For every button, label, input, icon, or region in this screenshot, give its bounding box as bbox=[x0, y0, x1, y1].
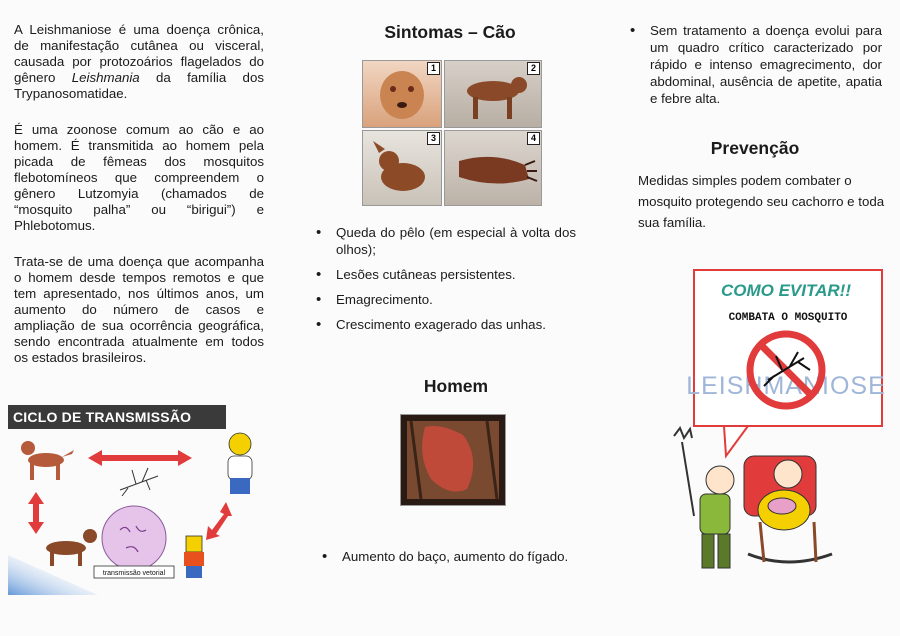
man-icon bbox=[228, 433, 252, 494]
list-item: • Emagrecimento. bbox=[314, 291, 576, 308]
middle-panel bbox=[300, 0, 600, 636]
prevention-illustration bbox=[664, 266, 892, 586]
dog-photo-4 bbox=[444, 130, 542, 206]
sign-watermark-word: LEISHMANIOSE bbox=[686, 372, 886, 400]
arrow-dog-dog-icon bbox=[28, 492, 44, 534]
transmission-cycle-diagram bbox=[8, 430, 270, 595]
left-panel bbox=[0, 0, 280, 636]
photo-number: 1 bbox=[427, 62, 440, 75]
prevention-paragraph: Medidas simples podem combater o mosquito protegendo seu cachorro e toda sua família. bbox=[638, 173, 885, 230]
cycle-banner: CICLO DE TRANSMISSÃO bbox=[8, 405, 226, 429]
sign-subtitle: COMBATA O MOSQUITO bbox=[728, 312, 848, 324]
dog-icon bbox=[46, 529, 97, 566]
dog-photo-1 bbox=[362, 60, 442, 128]
right-panel bbox=[620, 0, 900, 636]
cycle-label: transmissão vetorial bbox=[102, 570, 166, 577]
list-item: • Queda do pêlo (em especial à volta dos olhos); bbox=[314, 224, 576, 258]
history-paragraph: Trata-se de uma doença que acompanha o homem desde tempos remotos e que tem apresentado, nos últimos anos, um aumento do número de casos e ampliação de sua ocorrência geográfica, sendo encontrada atualmente em todos os estados brasileiros. bbox=[14, 254, 264, 365]
dog-photo-2 bbox=[444, 60, 542, 128]
list-item: • Sem tratamento a doença evolui para um quadro crítico caracterizado por rápido e intenso emagrecimento, dor abdominal, ausência de apetite, apatia e febre alta. bbox=[628, 22, 882, 107]
enlarged-spleen-image bbox=[401, 415, 505, 505]
sign-title: COMO EVITAR!! bbox=[720, 281, 852, 300]
arrow-human-child-icon bbox=[206, 502, 232, 540]
mosquito-icon bbox=[120, 468, 158, 496]
arrow-dog-human-icon bbox=[88, 450, 192, 466]
dog-symptoms-list bbox=[314, 224, 576, 341]
photo-number: 2 bbox=[527, 62, 540, 75]
photo-number: 3 bbox=[427, 132, 440, 145]
sign-pointer bbox=[724, 426, 748, 456]
photo-number: 4 bbox=[527, 132, 540, 145]
child-icon bbox=[184, 536, 204, 578]
human-symptoms-heading: Homem bbox=[423, 376, 489, 396]
list-item: • Crescimento exagerado das unhas. bbox=[314, 316, 576, 333]
human-symptoms-list bbox=[320, 548, 576, 573]
prevention-heading: Prevenção bbox=[710, 138, 800, 158]
parasite-cell-icon bbox=[102, 506, 166, 570]
dog-photo-3 bbox=[362, 130, 442, 206]
intro-paragraph: A Leishmaniose é uma doença crônica, de manifestação cutânea ou visceral, causada por protozoários flagelados do gênero Leishmania da família dos Trypanosomatidae. bbox=[14, 22, 264, 101]
list-item: • Lesões cutâneas persistentes. bbox=[314, 266, 576, 283]
grandmother-icon bbox=[744, 456, 832, 562]
list-item: • Aumento do baço, aumento do fígado. bbox=[320, 548, 576, 565]
spleen-photo bbox=[400, 414, 506, 506]
dog-symptoms-heading: Sintomas – Cão bbox=[384, 22, 516, 42]
dog-icon bbox=[21, 441, 74, 480]
transmission-paragraph: É uma zoonose comum ao cão e ao homem. É transmitida ao homem pela picada de fêmeas dos mosquitos flebotomíneos que compreendem o gênero Lutzomyia (chamados de “mosquito palha” ou “birigui”) e Phlebotomus. bbox=[14, 122, 264, 233]
untreated-list bbox=[628, 22, 882, 115]
